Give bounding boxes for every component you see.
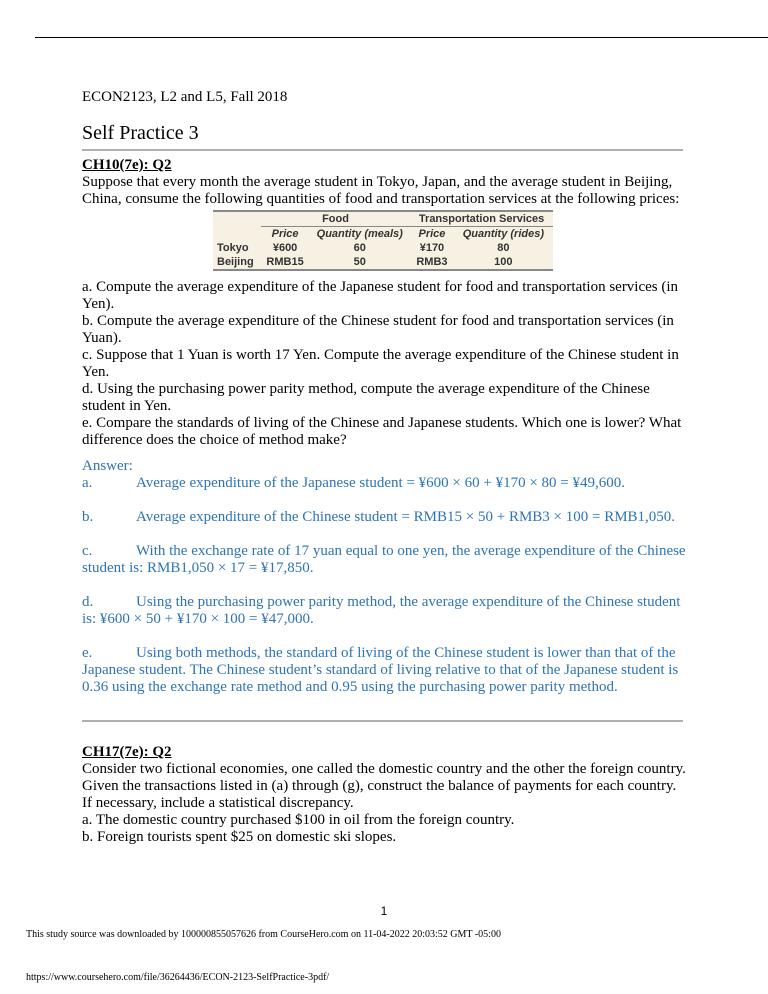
answer-item <box>82 543 688 577</box>
table-row <box>213 241 553 255</box>
row-label: Tokyo <box>217 242 249 254</box>
column-header: Price <box>271 228 299 240</box>
column-header: Quantity (meals) <box>316 228 403 240</box>
answer-letter: c. <box>82 543 93 559</box>
column-header: Quantity (rides) <box>462 228 544 240</box>
table-row <box>213 255 553 270</box>
page-title: Self Practice 3 <box>82 122 199 144</box>
question-part: a. The domestic country purchased $100 in oil from the foreign country. <box>82 812 515 828</box>
cell: ¥600 <box>272 242 298 254</box>
column-header: Price <box>418 228 446 240</box>
source-notice: This study source was downloaded by 100000855057626 from CourseHero.com on 11-04-2022 20:03:52 GMT -05:00 <box>26 929 501 940</box>
cell: 100 <box>494 256 513 268</box>
answer-item <box>82 509 688 526</box>
question-part: d. Using the purchasing power parity method, compute the average expenditure of the Chinese student in Yen. <box>82 381 650 414</box>
question-part: c. Suppose that 1 Yuan is worth 17 Yen. Compute the average expenditure of the Chinese student in Yen. <box>82 347 679 380</box>
group-header: Transportation Services <box>410 211 553 227</box>
price-table <box>213 210 553 271</box>
answer-text: With the exchange rate of 17 yuan equal to one yen, the average expenditure of the Chinese student is: RMB1,050 × 17 = ¥17,850. <box>82 543 686 576</box>
page-number: 1 <box>380 904 388 918</box>
answer-letter: e. <box>82 645 93 661</box>
answer-item <box>82 645 688 696</box>
answer-text: Using the purchasing power parity method, the average expenditure of the Chinese student is: ¥600 × 50 + ¥170 × 100 = ¥47,000. <box>82 594 681 627</box>
question-2 <box>82 744 688 846</box>
source-url[interactable]: https://www.coursehero.com/file/36264436/ECON-2123-SelfPractice-3pdf/ <box>26 972 330 983</box>
answer-label: Answer: <box>82 458 133 474</box>
cell: 50 <box>353 256 366 268</box>
answer-text: Using both methods, the standard of living of the Chinese student is lower than that of the Japanese student. The Chinese student’s standard of living relative to that of the Japanese student is 0.36 using the exchange rate method and 0.95 using the purchasing power parity method. <box>82 645 679 695</box>
cell: RMB3 <box>416 256 448 268</box>
question-part: e. Compare the standards of living of the Chinese and Japanese students. Which one is lower? What difference does the choice of method make? <box>82 415 682 448</box>
question-1 <box>82 157 688 208</box>
question-part: a. Compute the average expenditure of the Japanese student for food and transportation services (in Yen). <box>82 279 679 312</box>
question-heading: CH10(7e): Q2 <box>82 157 172 173</box>
course-line: ECON2123, L2 and L5, Fall 2018 <box>82 89 288 105</box>
answer-item <box>82 594 688 628</box>
cell: RMB15 <box>266 256 304 268</box>
question-parts <box>82 279 688 449</box>
row-label: Beijing <box>217 256 254 268</box>
divider <box>82 149 683 151</box>
question-intro: Suppose that every month the average student in Tokyo, Japan, and the average student in Beijing, China, consume the following quantities of food and transportation services at the following prices: <box>82 174 680 207</box>
cell: 60 <box>353 242 366 254</box>
answer-text: Average expenditure of the Chinese student = RMB15 × 50 + RMB3 × 100 = RMB1,050. <box>136 509 676 525</box>
answer-block <box>82 458 688 696</box>
question-part: b. Compute the average expenditure of the Chinese student for food and transportation services (in Yuan). <box>82 313 674 346</box>
cell: 80 <box>497 242 510 254</box>
group-header: Food <box>261 211 410 227</box>
cell: ¥170 <box>419 242 445 254</box>
answer-letter: b. <box>82 509 94 525</box>
question-part: b. Foreign tourists spent $25 on domestic ski slopes. <box>82 829 397 845</box>
question-intro: Consider two fictional economies, one called the domestic country and the other the foreign country. Given the transactions listed in (a) through (g), construct the balance of payments for each country. If necessary, include a statistical discrepancy. <box>82 761 686 811</box>
question-heading: CH17(7e): Q2 <box>82 744 172 760</box>
divider <box>82 720 683 722</box>
answer-item <box>82 475 688 492</box>
answer-text: Average expenditure of the Japanese student = ¥600 × 60 + ¥170 × 80 = ¥49,600. <box>136 475 625 491</box>
answer-letter: a. <box>82 475 93 491</box>
document-body <box>82 0 688 846</box>
answer-letter: d. <box>82 594 94 610</box>
